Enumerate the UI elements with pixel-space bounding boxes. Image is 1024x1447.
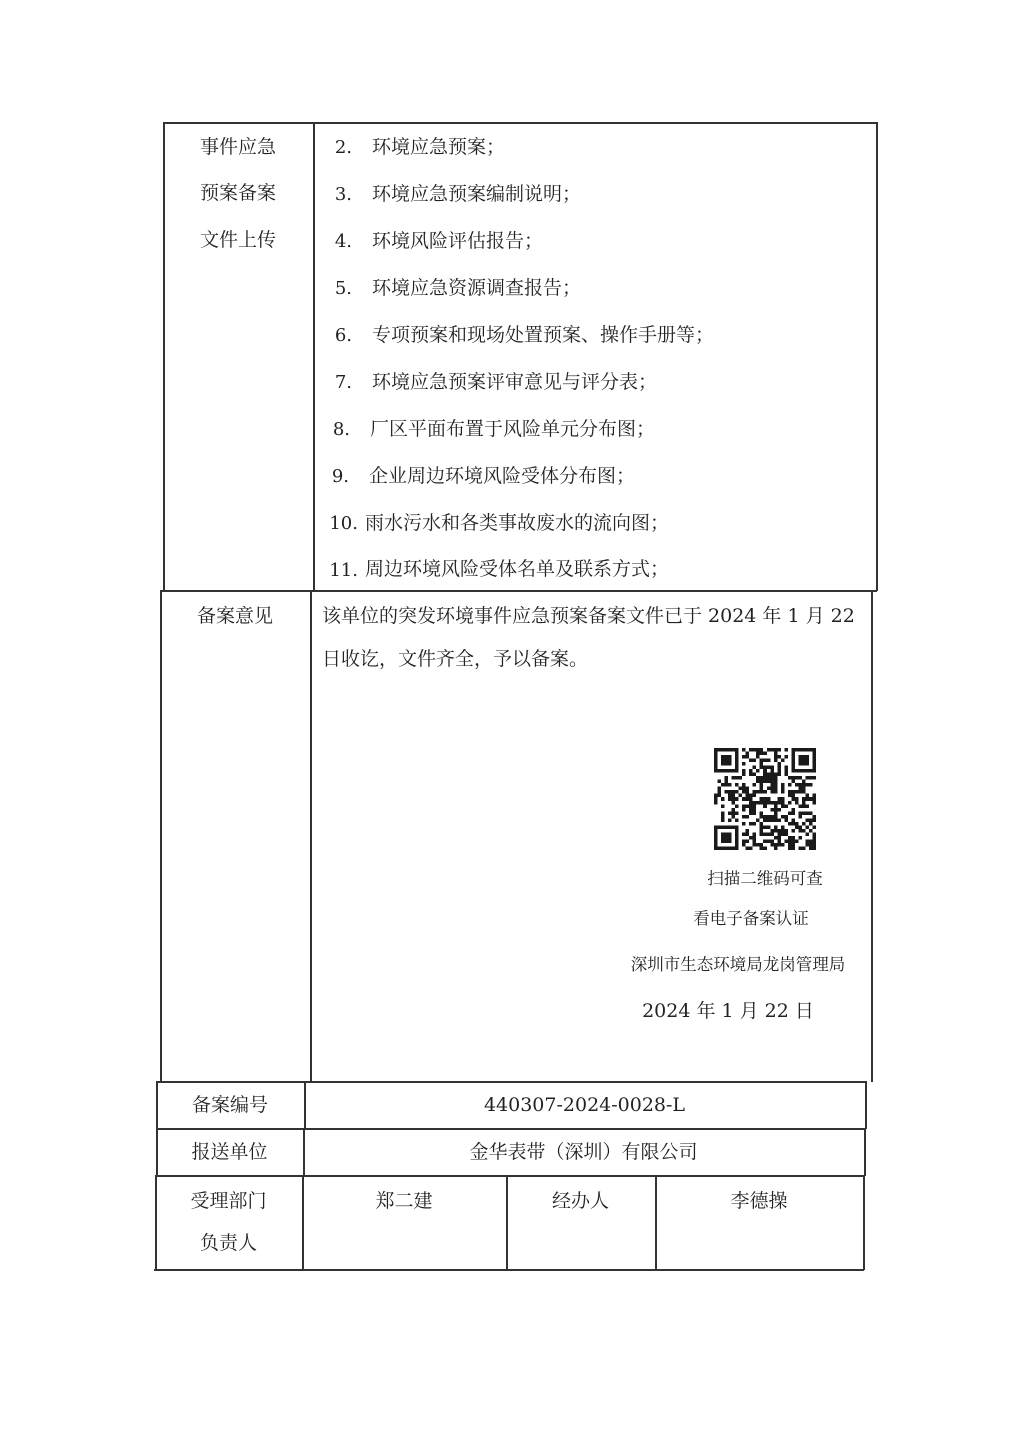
list-item-text: 专项预案和现场处置预案、操作手册等； (372, 324, 715, 346)
list-item-text: 企业周边环境风险受体分布图； (369, 465, 636, 487)
department-label-line-2: 负责人 (199, 1232, 257, 1254)
qr-code-icon[interactable] (714, 748, 816, 850)
list-item-number: 2. (334, 137, 352, 158)
submitting-unit-value: 金华表带（深圳）有限公司 (469, 1141, 698, 1163)
authority-name: 深圳市生态环境局龙岗管理局 (630, 955, 846, 974)
list-item-number: 5. (334, 278, 352, 299)
row-divider-opinion-number (156, 1081, 866, 1083)
list-item-number: 8. (332, 419, 350, 440)
row-divider-unit-department (155, 1175, 864, 1177)
opinion-label: 备案意见 (196, 605, 273, 627)
table-border-right-unit (864, 1128, 866, 1176)
list-item-text: 环境应急预案评审意见与评分表； (372, 371, 658, 393)
submitting-unit-label: 报送单位 (191, 1141, 268, 1163)
table-border-right-opinion (871, 590, 873, 1082)
upload-label-line-3: 文件上传 (199, 229, 276, 251)
table-border-bottom (154, 1269, 864, 1271)
list-item-number: 4. (334, 231, 352, 252)
department-head-name: 郑二建 (375, 1190, 433, 1212)
upload-label-line-1: 事件应急 (199, 136, 276, 158)
list-item-number: 3. (334, 184, 352, 205)
table-border-right-upper (876, 122, 878, 591)
table-border-top (163, 122, 877, 124)
opinion-date: 2024 年 1 月 22 日 (642, 1000, 814, 1022)
list-item-number: 10. (329, 513, 358, 534)
list-item-text: 环境风险评估报告； (372, 230, 544, 252)
table-border-right-department (863, 1175, 865, 1270)
upload-label-line-2: 预案备案 (199, 182, 276, 204)
list-item-text: 厂区平面布置于风险单元分布图； (370, 418, 656, 440)
table-divider-department-3 (655, 1175, 657, 1270)
list-item-number: 7. (334, 372, 352, 393)
list-item-text: 环境应急资源调查报告； (372, 277, 582, 299)
record-number-label: 备案编号 (191, 1094, 268, 1116)
handler-name: 李德操 (730, 1190, 788, 1212)
table-divider-department-2 (506, 1175, 508, 1270)
handler-label: 经办人 (551, 1190, 609, 1212)
opinion-text-line-2: 日收讫，文件齐全，予以备案。 (322, 648, 589, 670)
opinion-text-line-1: 该单位的突发环境事件应急预案备案文件已于 2024 年 1 月 22 (322, 605, 855, 627)
list-item-number: 6. (334, 325, 352, 346)
record-number-value: 440307-2024-0028-L (483, 1094, 686, 1116)
list-item-text: 环境应急预案编制说明； (372, 183, 582, 205)
list-item-text: 环境应急预案； (372, 136, 506, 158)
list-item-text: 周边环境风险受体名单及联系方式； (365, 558, 670, 580)
table-border-right-number (865, 1081, 867, 1129)
list-item-text: 雨水污水和各类事故废水的流向图； (365, 512, 670, 534)
department-label-line-1: 受理部门 (190, 1190, 267, 1212)
list-item-number: 9. (331, 466, 349, 487)
row-divider-number-unit (156, 1128, 865, 1130)
table-divider-opinion (310, 590, 312, 1082)
qr-caption-line-1: 扫描二维码可查 (707, 869, 823, 888)
table-border-left-department (155, 1175, 157, 1270)
row-divider-upload-opinion (160, 590, 877, 592)
table-border-left-opinion (160, 590, 162, 1082)
table-divider-department-1 (302, 1175, 304, 1270)
list-item-number: 11. (329, 560, 358, 581)
qr-caption-line-2: 看电子备案认证 (693, 909, 809, 928)
